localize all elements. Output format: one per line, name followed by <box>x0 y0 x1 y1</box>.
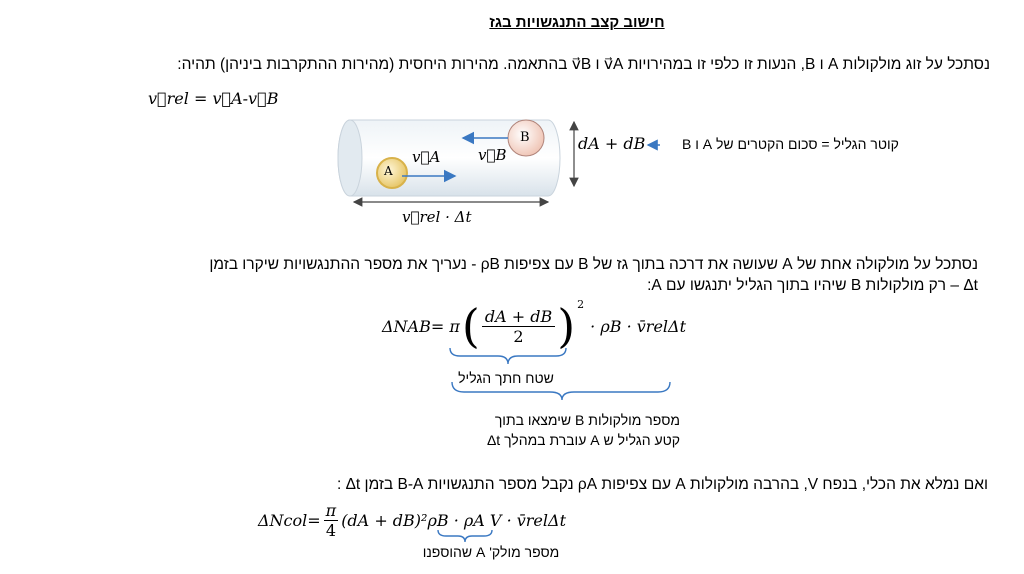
formula-ncol-numerator: π <box>325 500 337 520</box>
formula-ncol-rest: (dA + dB)²ρB · ρA V · v̄relΔt <box>341 510 566 530</box>
brace-ncol <box>436 528 496 544</box>
count-brace-label-line-2: קטע הגליל ש A עוברת במהלך Δt <box>486 432 680 448</box>
paragraph-3: ואם נמלא את הכלי, בנפח V, בהרבה מולקולות A עם צפיפות ρA נקבל מספר התנגשויות B-A בזמן Δt : <box>336 476 988 493</box>
cylinder-diagram <box>330 108 660 238</box>
vb-label: v⃗B <box>478 146 507 164</box>
formula-ncol-fraction <box>324 501 339 540</box>
formula-ncol <box>258 498 566 542</box>
formula-nab-exponent: 2 <box>577 298 585 311</box>
formula-nab-numerator: dA + dB <box>482 307 555 327</box>
area-brace-label: שטח חתך הגליל <box>458 370 554 386</box>
paragraph-2-line-2: Δt – רק מולקולות B שיהיו בתוך הגליל יתנגשו עם A: <box>647 277 978 294</box>
paragraph-2-line-1: נסתכל על מולקולה אחת של A שעושה את דרכה בתוך גז של B עם צפיפות ρB - נעריך את מספר ההתנגשויות שיקרו בזמן <box>209 256 978 273</box>
formula-ncol-lhs: ΔNcol= <box>258 510 321 530</box>
diameter-caption: קוטר הגליל = סכום הקטרים של A ו B <box>682 136 899 152</box>
area-brace <box>450 348 566 364</box>
length-label: v⃗rel · Δt <box>402 208 472 226</box>
cylinder-end <box>338 120 362 196</box>
formula-nab-paren-right: ) <box>557 299 576 353</box>
count-brace-label-line-1: מספר מולקולות B שימצאו בתוך <box>494 412 680 428</box>
diameter-label: dA + dB <box>578 134 646 153</box>
formula-nab-lhs: ΔNAB= π <box>382 316 460 336</box>
molecule-a-label: A <box>384 164 393 178</box>
count-brace-label <box>430 410 680 450</box>
vrel-formula: v⃗rel = v⃗A-v⃗B <box>148 89 279 108</box>
formula-nab-fraction <box>482 307 555 346</box>
ncol-brace-label: מספר מולק' A שהוספנו <box>422 544 560 560</box>
formula-nab-denominator: 2 <box>513 326 524 346</box>
intro-line <box>28 54 990 75</box>
intro-text: נסתכל על זוג מולקולות A ו B, הנעות זו כלפי זו במהירויות v⃗A ו v⃗B בהתאמה. מהירות היחסית (מהירות ההתקרבות ביניהן) תהיה: <box>177 56 990 73</box>
va-label: v⃗A <box>412 148 441 166</box>
formula-nab-paren-left: ( <box>461 299 480 353</box>
molecule-b-label: B <box>520 130 530 145</box>
page-title: חישוב קצב התנגשויות בגז <box>489 14 665 31</box>
formula-ncol-denominator: 4 <box>325 520 337 540</box>
ncol-brace <box>438 530 492 542</box>
paragraph-2 <box>72 254 978 296</box>
formula-nab-rest: · ρB · v̄relΔt <box>590 316 687 336</box>
